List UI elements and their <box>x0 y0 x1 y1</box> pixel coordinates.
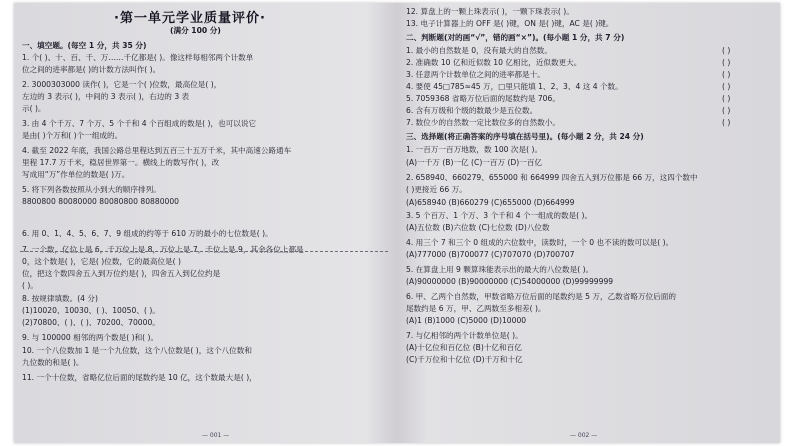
left-line-25: 11. 一个十位数，省略亿位后面的尾数约是 10 亿，这个数最大是( )， <box>22 373 257 382</box>
left-line-11: 写成用“万”作单位的数是( )万。 <box>22 170 130 179</box>
left-page <box>14 3 394 443</box>
right-line-10: 7. 数位少的自然数一定比数位多的自然数小。 <box>406 118 560 127</box>
page-number-right: — 002 — <box>570 432 598 439</box>
left-line-15: 7. 一个数，亿位上是 6，千万位上是 8，万位上是 7，千位上是 9，其余各位上都是 <box>22 245 304 254</box>
right-line-5: 2. 准确数 10 亿和近似数 10 亿相比，近似数更大。 <box>406 58 582 67</box>
right-line-20: (A)777000 (B)700077 (C)707070 (D)700707 <box>406 250 575 259</box>
right-line-16: (A)658940 (B)660279 (C)655000 (D)664999 <box>406 198 575 207</box>
right-line-17: 3. 5 个百万、1 个万、3 个千和 4 个一组成的数是( )。 <box>406 211 593 220</box>
right-line-13: (A)一千万 (B)一亿 (C)一百万 (D)一百亿 <box>406 158 543 167</box>
judge-paren-6: ( ) <box>722 106 731 115</box>
right-line-23: 6. 甲、乙两个自然数，甲数省略万位后面的尾数约是 5 万，乙数省略万位后面的 <box>406 292 676 301</box>
left-line-2: 1. 个( )、十、百、千、万……千亿都是( )。像这样每相邻两个计数单 <box>22 53 254 62</box>
left-line-24: 九位数的和是( )。 <box>22 358 84 367</box>
page-number-left: — 001 — <box>202 432 230 439</box>
judge-paren-2: ( ) <box>722 58 731 67</box>
left-line-21: (2)70800、( )、( )、70200、70000。 <box>22 318 160 327</box>
scanned-exam-spread <box>14 3 780 443</box>
right-line-8: 5. 7059368 省略万位后面的尾数约是 706。 <box>406 94 560 103</box>
left-line-8: 是由( )个万和( )个一组成的。 <box>22 131 123 140</box>
exam-title: ·第一单元学业质量评价· <box>114 11 266 26</box>
right-line-1: 12. 算盘上的一颗上珠表示( )，一颗下珠表示( )。 <box>406 7 574 16</box>
right-line-14: 2. 658940、660279、655000 和 664999 四舍五入到万位都是 66 万，这四个数中 <box>406 173 698 182</box>
left-line-18: ( )。 <box>22 281 38 290</box>
right-line-6: 3. 任意两个计数单位之间的进率都是十。 <box>406 70 545 79</box>
right-line-9: 6. 含有万级和个级的数最少是五位数。 <box>406 106 538 115</box>
left-line-7: 3. 由 4 个千万、7 个万、5 个千和 4 个百组成的数是( )，也可以说它 <box>22 119 257 128</box>
right-line-3: 二、判断题(对的画“√”，错的画“×”)。(每小题 1 分，共 7 分) <box>406 33 625 42</box>
left-line-10: 里程 17.7 万千米，稳居世界第一。横线上的数写作( )，改 <box>22 158 220 167</box>
right-line-11: 三、选择题(将正确答案的序号填在括号里)。(每小题 2 分，共 24 分) <box>406 132 644 141</box>
right-line-15: ( )更接近 66 万。 <box>406 185 467 194</box>
judge-paren-3: ( ) <box>722 70 731 79</box>
left-line-4: 2. 3000303000 读作( )，它是一个( )位数，最高位是( )， <box>22 80 222 89</box>
judge-paren-1: ( ) <box>722 46 731 55</box>
right-line-12: 1. 一百万一百万地数，数 100 次是( )。 <box>406 145 543 154</box>
left-line-19: 8. 按规律填数。(4 分) <box>22 294 98 303</box>
left-line-17: 位，把这个数四舍五入到万位约是( )，四舍五入到亿位约是 <box>22 269 221 278</box>
left-line-6: 示( )。 <box>22 104 46 113</box>
right-line-2: 13. 电子计算器上的 OFF 是( )键，ON 是( )键，AC 是( )键。 <box>406 19 614 28</box>
right-line-26: 7. 与亿相邻的两个计数单位是( )。 <box>406 331 523 340</box>
right-line-4: 1. 最小的自然数是 0，没有最大的自然数。 <box>406 46 552 55</box>
left-line-13: 8800800 80080000 80080800 80880000 <box>22 197 180 206</box>
right-line-21: 5. 在算盘上用 9 颗算珠能表示出的最大的八位数是( )。 <box>406 265 594 274</box>
judge-paren-4: ( ) <box>722 82 731 91</box>
divider-dotted <box>20 251 388 252</box>
left-line-22: 9. 与 100000 相邻的两个数是( )和( )。 <box>22 333 159 342</box>
left-line-12: 5. 将下列各数按照从小到大的顺序排列。 <box>22 185 161 194</box>
right-line-27: (A)十亿位和百亿位 (B)十亿和百亿 <box>406 343 522 352</box>
right-line-28: (C)千万位和十亿位 (D)千万和十亿 <box>406 355 523 364</box>
right-line-19: 4. 用三个 7 和三个 0 组成的六位数中，读数时，一个 0 也不读的数可以是( )。 <box>406 238 674 247</box>
judge-paren-5: ( ) <box>722 94 731 103</box>
left-line-16: 0，这个数是( )，它是( )位数，它的最高位是( ) <box>22 257 181 266</box>
right-line-18: (A)五位数 (B)六位数 (C)七位数 (D)八位数 <box>406 223 550 232</box>
left-line-1: 一、填空题。(每空 1 分，共 35 分) <box>22 41 147 50</box>
left-line-9: 4. 截至 2022 年底，我国公路总里程达到五百三十五万千米，其中高速公路通车 <box>22 146 292 155</box>
left-line-20: (1)10020、10030、( )、10050、( )。 <box>22 306 160 315</box>
exam-subtitle: (满分 100 分) <box>170 26 221 35</box>
left-line-14: 6. 用 0、1、4、5、6、7、9 组成的约等于 610 万的最小的七位数是( )。 <box>22 229 273 238</box>
left-line-3: 位之间的进率都是( )的计数方法叫作( )。 <box>22 65 161 74</box>
right-line-22: (A)90000000 (B)90000000 (C)54000000 (D)99999999 <box>406 277 614 286</box>
left-line-23: 10. 一个八位数加 1 是一个九位数，这个八位数是( )，这个八位数和 <box>22 346 252 355</box>
right-line-25: (A)1 (B)1000 (C)5000 (D)10000 <box>406 316 527 325</box>
left-line-5: 左边的 3 表示( )，中间的 3 表示( )，右边的 3 表 <box>22 92 190 101</box>
right-line-24: 尾数约是 6 万，甲、乙两数至多相差( )。 <box>406 304 546 313</box>
right-page <box>400 3 780 443</box>
judge-paren-7: ( ) <box>722 118 731 127</box>
right-line-7: 4. 要使 45□785≈45 万，□里只能填 1、2、3、4 这 4 个数。 <box>406 82 623 91</box>
